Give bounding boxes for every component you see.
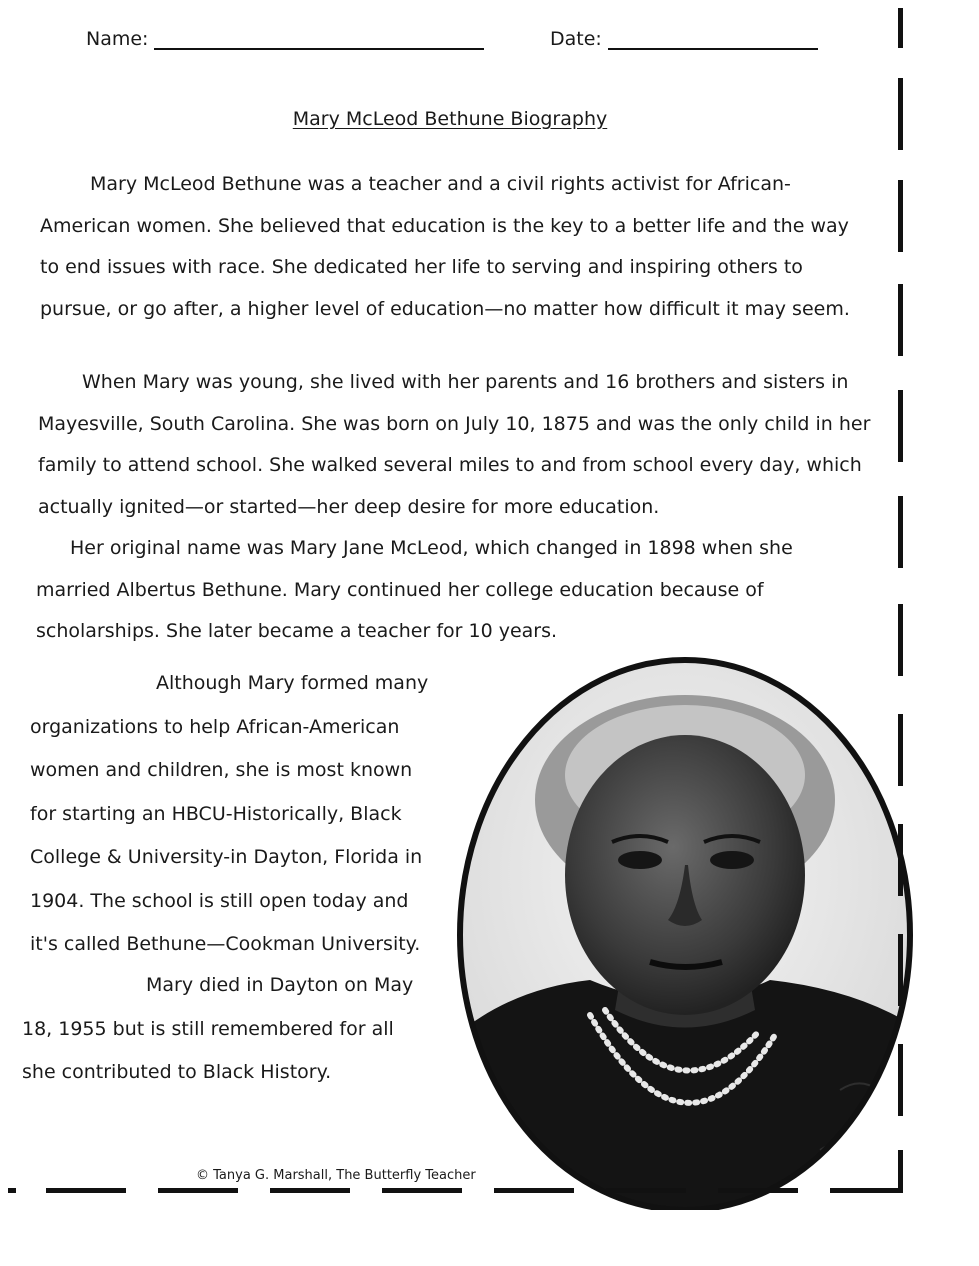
border-dash bbox=[898, 390, 903, 462]
page-title: Mary McLeod Bethune Biography bbox=[292, 108, 608, 130]
name-field bbox=[86, 28, 484, 50]
border-dash bbox=[898, 1044, 903, 1116]
name-blank-line[interactable] bbox=[154, 28, 484, 50]
border-dash bbox=[898, 824, 903, 896]
date-blank-line[interactable] bbox=[608, 28, 818, 50]
border-dash bbox=[898, 1150, 903, 1192]
border-dash bbox=[898, 78, 903, 150]
border-dash bbox=[494, 1188, 574, 1193]
border-dash bbox=[8, 1188, 16, 1193]
paragraph-5: Mary died in Dayton on May 18, 1955 but is still remembered for all she contributed to Black History. bbox=[22, 974, 414, 1083]
border-dash bbox=[606, 1188, 686, 1193]
border-dash bbox=[898, 284, 903, 356]
paragraph-3: Her original name was Mary Jane McLeod, which changed in 1898 when she married Albertus Bethune. Mary continued her college education because of scholarships. She later became a teacher for 10 years. bbox=[36, 537, 793, 642]
border-dash bbox=[898, 8, 903, 48]
border-dash bbox=[830, 1188, 903, 1193]
border-dash bbox=[46, 1188, 126, 1193]
paragraph-1: Mary McLeod Bethune was a teacher and a civil rights activist for African-American women. She believed that education is the key to a better life and the way to end issues with race. She dedicated her life to serving and inspiring others to pursue, or go after, a higher level of education—no matter how difficult it may seem. bbox=[40, 173, 850, 320]
border-dash bbox=[270, 1188, 350, 1193]
border-dash bbox=[718, 1188, 798, 1193]
copyright-credit: © Tanya G. Marshall, The Butterfly Teacher bbox=[192, 1168, 480, 1183]
portrait-photo bbox=[440, 650, 920, 1210]
name-label: Name: bbox=[86, 28, 149, 50]
date-field bbox=[550, 28, 818, 50]
paragraph-4: Although Mary formed many organizations to help African-American women and children, she is most known for starting an HBCU-Historically, Black College & University-in Dayton, Florida in 1904. The school is still open today and it's called Bethune—Cookman University. bbox=[30, 672, 429, 955]
border-dash bbox=[382, 1188, 462, 1193]
border-dash bbox=[158, 1188, 238, 1193]
border-dash bbox=[898, 604, 903, 676]
border-dash bbox=[898, 496, 903, 568]
date-label: Date: bbox=[550, 28, 602, 50]
border-dash bbox=[898, 714, 903, 786]
border-dash bbox=[898, 180, 903, 252]
border-dash bbox=[898, 934, 903, 1006]
paragraph-2: When Mary was young, she lived with her parents and 16 brothers and sisters in Mayesville, South Carolina. She was born on July 10, 1875 and was the only child in her family to attend school. She walked several miles to and from school every day, which actually ignited—or started—her deep desire for more education. bbox=[38, 371, 871, 518]
